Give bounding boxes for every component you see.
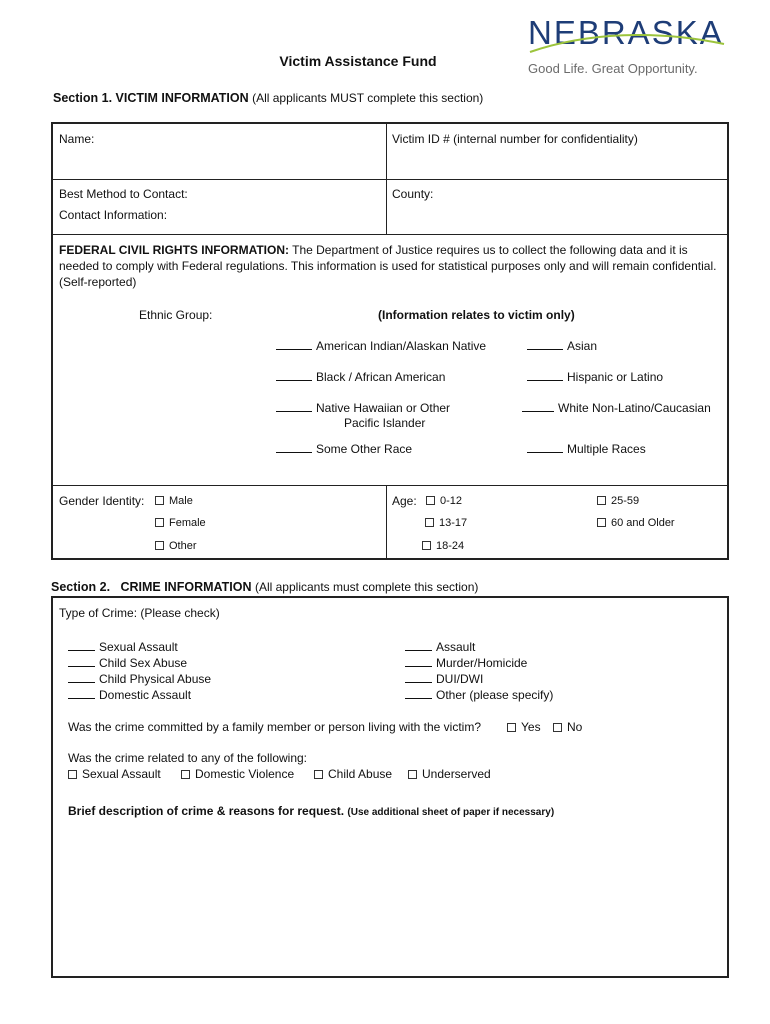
ethnic-option-multiple[interactable]: Multiple Races [527, 442, 646, 456]
section2-note: (All applicants must complete this section) [254, 580, 479, 594]
checkbox-icon [553, 723, 562, 732]
age-label: Age: [392, 494, 417, 508]
crime-other[interactable]: Other (please specify) [405, 688, 553, 702]
section1-heading [53, 91, 483, 105]
nebraska-logo-wordmark: NEBRASKA [528, 14, 724, 51]
section1-box [51, 122, 729, 560]
checkbox-icon [314, 770, 323, 779]
ethnic-option-black[interactable]: Black / African American [276, 370, 445, 384]
info-relates-note: (Information relates to victim only) [378, 308, 575, 322]
checkbox-icon [597, 496, 606, 505]
description-note: (Use additional sheet of paper if necessary) [347, 807, 555, 818]
checkbox-icon [426, 496, 435, 505]
related-child-abuse[interactable]: Child Abuse [314, 767, 392, 781]
crime-assault[interactable]: Assault [405, 640, 475, 654]
family-member-question: Was the crime committed by a family member or person living with the victim? [68, 720, 482, 734]
civil-rights-heading: FEDERAL CIVIL RIGHTS INFORMATION: [59, 243, 289, 257]
crime-child-sex-abuse[interactable]: Child Sex Abuse [68, 656, 187, 670]
description-textarea[interactable] [59, 824, 721, 970]
ethnic-option-other-race[interactable]: Some Other Race [276, 442, 412, 456]
checkbox-icon [68, 770, 77, 779]
ethnic-group-label: Ethnic Group: [139, 308, 213, 322]
family-member-yes[interactable]: Yes [507, 720, 541, 734]
description-label: Brief description of crime & reasons for request. (Use additional sheet of paper if necessary) [68, 804, 555, 818]
document-title: Victim Assistance Fund [279, 53, 437, 69]
age-option-25-59[interactable]: 25-59 [597, 495, 639, 507]
checkbox-icon [155, 496, 164, 505]
checkbox-icon [597, 518, 606, 527]
crime-type-label: Type of Crime: (Please check) [59, 606, 220, 620]
gender-option-other[interactable]: Other [155, 540, 197, 552]
section2-heading [51, 580, 478, 594]
county-field[interactable]: County: [392, 187, 434, 201]
crime-dui-dwi[interactable]: DUI/DWI [405, 672, 483, 686]
contact-info-field[interactable]: Contact Information: [59, 208, 168, 222]
checkbox-icon [155, 518, 164, 527]
best-method-field[interactable]: Best Method to Contact: [59, 187, 188, 201]
nebraska-logo-tagline: Good Life. Great Opportunity. [528, 61, 698, 76]
family-member-no[interactable]: No [553, 720, 582, 734]
crime-domestic-assault[interactable]: Domestic Assault [68, 688, 191, 702]
age-option-18-24[interactable]: 18-24 [422, 540, 464, 552]
related-underserved[interactable]: Underserved [408, 767, 491, 781]
civil-rights-text: The Department of Justice requires us to collect the following data and it is needed to comply with Federal regulations. This information is used for statistical purposes only and will remain confidential. (Self-reported) [59, 243, 717, 289]
checkbox-icon [155, 541, 164, 550]
gender-identity-label: Gender Identity: [59, 494, 145, 508]
age-option-0-12[interactable]: 0-12 [426, 495, 462, 507]
victim-id-field[interactable]: Victim ID # (internal number for confidentiality) [392, 132, 638, 146]
crime-sexual-assault[interactable]: Sexual Assault [68, 640, 178, 654]
checkbox-icon [181, 770, 190, 779]
ethnic-option-native-hawaiian-line2: Pacific Islander [344, 416, 426, 430]
gender-option-female[interactable]: Female [155, 517, 206, 529]
checkbox-icon [422, 541, 431, 550]
related-question: Was the crime related to any of the following: [68, 751, 308, 765]
section1-title: Section 1. VICTIM INFORMATION [53, 91, 249, 105]
gender-option-male[interactable]: Male [155, 495, 193, 507]
checkbox-icon [507, 723, 516, 732]
ethnic-option-hispanic[interactable]: Hispanic or Latino [527, 370, 663, 384]
related-sexual-assault[interactable]: Sexual Assault [68, 767, 161, 781]
crime-murder-homicide[interactable]: Murder/Homicide [405, 656, 527, 670]
age-option-13-17[interactable]: 13-17 [425, 517, 467, 529]
section2-title: Section 2. CRIME INFORMATION [51, 580, 252, 594]
ethnic-option-white[interactable]: White Non-Latino/Caucasian [522, 401, 711, 415]
civil-rights-paragraph [59, 242, 721, 290]
section1-note: (All applicants MUST complete this section) [252, 91, 484, 105]
name-field[interactable]: Name: [59, 132, 95, 146]
checkbox-icon [408, 770, 417, 779]
ethnic-option-asian[interactable]: Asian [527, 339, 597, 353]
ethnic-option-american-indian[interactable]: American Indian/Alaskan Native [276, 339, 486, 353]
crime-child-physical-abuse[interactable]: Child Physical Abuse [68, 672, 211, 686]
section2-box [51, 596, 729, 978]
checkbox-icon [425, 518, 434, 527]
age-option-60-older[interactable]: 60 and Older [597, 517, 675, 529]
related-domestic-violence[interactable]: Domestic Violence [181, 767, 294, 781]
ethnic-option-native-hawaiian[interactable]: Native Hawaiian or Other [276, 401, 450, 415]
